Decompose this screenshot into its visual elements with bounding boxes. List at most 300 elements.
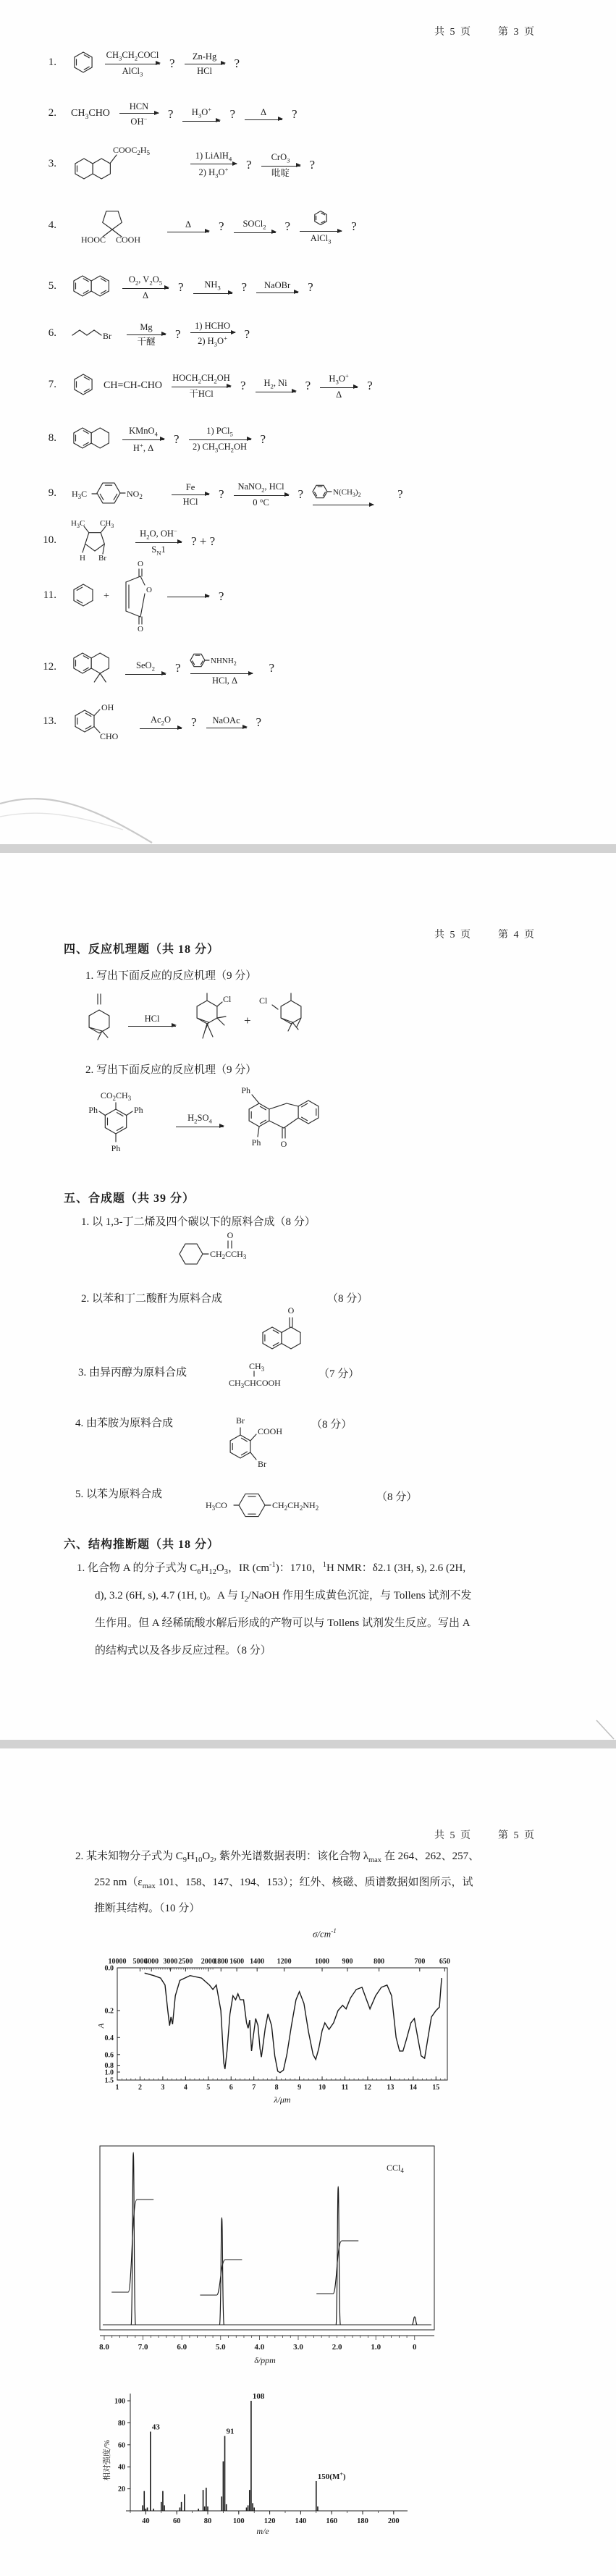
deduction-q1-line2: d), 3.2 (6H, s), 4.7 (1H, t)。A 与 $I_2$/NaOH 作用生成黄色沉淀，与 Tollens 试剂不发 — [95, 1590, 472, 1604]
svg-text:100: 100 — [114, 2397, 125, 2406]
svg-text:0.8: 0.8 — [104, 2062, 114, 2071]
question-number: 13. — [43, 715, 56, 727]
structure-triphenyl-ester — [81, 1081, 166, 1161]
page3-page-num: 第 3 页 — [498, 27, 536, 38]
svg-text:80: 80 — [203, 2517, 212, 2525]
arrow-line — [193, 293, 232, 294]
arrow-condition-below: Δ — [142, 290, 149, 300]
arrow-condition-below: $S_N1$ — [151, 544, 166, 557]
structure-dibromobenzoic-acid — [219, 1412, 303, 1478]
structure-dimethyl-tetralin — [71, 647, 116, 690]
svg-text:CH3​: $CH_3$ — [100, 518, 114, 529]
svg-text:2: 2 — [138, 2084, 142, 2092]
mechanism-q2-scheme — [81, 1079, 350, 1163]
reaction-arrow — [181, 106, 221, 123]
arrow-reagent-above: KMnO$_4$ — [129, 425, 158, 438]
svg-text:91: 91 — [226, 2427, 235, 2436]
svg-text:150(M+​): 150(M+) — [317, 2470, 346, 2481]
arrow-line — [172, 494, 209, 495]
arrow-reagent-above: Δ — [260, 107, 267, 118]
svg-text:Cl: Cl — [223, 993, 232, 1004]
arrow-condition-below: AlCl$_3$ — [122, 65, 143, 77]
reaction-question-7 — [71, 361, 381, 411]
question-mark: ? — [305, 379, 311, 392]
arrow-condition-below: 2) $H_3O^+$ — [198, 166, 229, 180]
reaction-arrow — [255, 280, 300, 294]
reaction-arrow — [205, 715, 248, 729]
svg-text:NHNH2​: $NHNH_2$ — [210, 656, 237, 667]
question-mark: ? — [292, 107, 298, 121]
arrow-condition-below: 2) $CH_3CH_2OH$ — [193, 441, 248, 453]
arrow-line — [190, 673, 253, 674]
reaction-arrow — [174, 1113, 225, 1129]
arrow-reagent-above: NaNO$_2$, HCl — [237, 481, 284, 494]
structure-tetralone — [255, 1297, 323, 1363]
svg-text:6.0: 6.0 — [177, 2343, 187, 2352]
svg-text:7: 7 — [252, 2084, 256, 2092]
reaction-arrow — [134, 527, 183, 556]
svg-text:H3​C: $H_3C$ — [72, 488, 88, 500]
page4-pages-total: 共 5 页 — [434, 930, 472, 940]
arrow-reagent-above: Δ — [185, 219, 192, 230]
svg-text:80: 80 — [118, 2419, 125, 2428]
page5-pages-total: 共 5 页 — [434, 1830, 472, 1841]
question-mark: ? — [284, 219, 291, 233]
svg-text:200: 200 — [387, 2517, 400, 2525]
arrow-line — [190, 332, 235, 333]
svg-text:1: 1 — [115, 2084, 119, 2092]
arrow-reagent-above: $HOCH_2CH_2OH$ — [172, 373, 230, 385]
ir-spectrum-chart — [98, 1937, 460, 2112]
svg-text:140: 140 — [295, 2517, 307, 2525]
svg-text:1.0: 1.0 — [104, 2068, 114, 2077]
arrow-condition-below: H+, Δ — [132, 441, 154, 453]
synthesis-q3-score: （7 分） — [318, 1368, 360, 1380]
arrow-line — [122, 439, 164, 440]
svg-text:0.6: 0.6 — [104, 2051, 114, 2060]
svg-text:H3​CO: $H_3CO$ — [206, 1500, 227, 1512]
reaction-question-13 — [71, 692, 269, 753]
reaction-arrow — [189, 651, 261, 686]
question-number: 11. — [43, 589, 56, 601]
svg-text:λ/μm: λ/μm — [274, 2095, 291, 2105]
structure-tetralin — [71, 425, 113, 455]
question-mark: ? — [240, 379, 246, 392]
svg-text:10: 10 — [318, 2084, 326, 2092]
svg-text:1.0: 1.0 — [371, 2343, 381, 2352]
svg-text:O: O — [137, 559, 143, 568]
question-mark: ? — [260, 432, 266, 446]
svg-text:20: 20 — [118, 2485, 125, 2494]
page5-page-num: 第 5 页 — [498, 1830, 536, 1841]
reaction-arrow — [170, 482, 211, 507]
arrow-condition-below: 干醚 — [137, 336, 156, 347]
arrow-line — [320, 387, 358, 388]
svg-text:650: 650 — [439, 1958, 450, 1966]
svg-text:HOOC: HOOC — [81, 234, 106, 245]
arrow-line — [234, 232, 276, 233]
reaction-question-8 — [71, 414, 274, 465]
arrow-reagent-above: Fe — [185, 482, 195, 493]
arrow-reagent-above: CrO$_3$ — [271, 152, 290, 164]
svg-text:δ/ppm: δ/ppm — [254, 2355, 276, 2365]
arrow-condition-below: 干HCl — [189, 388, 214, 399]
synthesis-q3-text: 3. 由异丙醇为原料合成 — [78, 1367, 187, 1379]
arrow-line — [125, 674, 166, 675]
svg-text:3: 3 — [161, 2084, 165, 2092]
arrow-line — [122, 288, 169, 289]
svg-text:Br: Br — [103, 330, 111, 341]
arrow-line — [135, 542, 182, 543]
reaction-question-12 — [71, 638, 282, 699]
question-mark: ? — [298, 487, 304, 501]
arrow-reagent-above: $H_2SO_4$ — [187, 1113, 212, 1125]
svg-text:CHO: CHO — [100, 731, 119, 741]
svg-text:Br: Br — [98, 553, 106, 563]
question-number: 8. — [48, 432, 56, 444]
arrow-condition-below: AlCl$_3$ — [310, 232, 332, 245]
structure-pinene — [81, 991, 119, 1051]
arrow-reagent-structure — [311, 482, 389, 503]
svg-text:Ph: Ph — [111, 1142, 121, 1153]
svg-text:O: O — [287, 1305, 295, 1316]
question-number: 5. — [48, 280, 56, 292]
unknown-q2-line2: 252 $nm(\varepsilon_{max}$ 101、158、147、194、153）；红外、核磁、质谱数据如图所示，试 — [94, 1877, 473, 1890]
arrow-reagent-above: $Ac_2O$ — [151, 715, 171, 727]
question-number: 1. — [48, 56, 56, 68]
structure-maleic-anhydride — [117, 557, 158, 636]
reaction-arrow — [298, 209, 343, 245]
svg-text:A: A — [98, 2023, 106, 2029]
svg-text:Cl: Cl — [258, 995, 267, 1006]
reaction-question-1 — [71, 33, 248, 94]
question-mark: ? — [229, 107, 236, 121]
section-synthesis-title: 五、合成题（共 39 分） — [64, 1192, 195, 1205]
svg-text:2500: 2500 — [178, 1958, 193, 1966]
svg-text:CH3​: $CH_3$ — [249, 1361, 265, 1373]
reaction-arrow — [254, 378, 298, 394]
reaction-question-6 — [71, 311, 258, 358]
page-gap — [0, 844, 616, 853]
svg-text:O: O — [227, 1231, 234, 1240]
svg-text:12: 12 — [363, 2084, 371, 2092]
question-mark: ? — [178, 280, 184, 294]
arrow-condition-below: 0 °C — [253, 497, 269, 508]
svg-text:40: 40 — [118, 2463, 125, 2472]
question-mark: ? — [174, 432, 180, 446]
question-mark: ? — [167, 107, 174, 121]
svg-text:1000: 1000 — [315, 1958, 330, 1966]
structure-bicyclic-ester — [71, 143, 181, 188]
section-deduction-title: 六、结构推断题（共 18 分） — [64, 1539, 220, 1551]
arrow-line — [300, 231, 342, 232]
question-number: 4. — [48, 219, 56, 231]
section-mechanism-title: 四、反应机理题（共 18 分） — [64, 943, 220, 956]
structure-phenyl-fluorenone — [233, 1083, 342, 1159]
arrow-reagent-structure — [189, 651, 261, 672]
svg-text:2.0: 2.0 — [332, 2343, 342, 2352]
reaction-arrow — [170, 373, 232, 399]
svg-text:COOC2​H5​: $COOC_2H_5$ — [113, 144, 151, 156]
question-number: 2. — [48, 107, 56, 119]
svg-text:40: 40 — [142, 2517, 150, 2525]
mechanism-q2-text: 2. 写出下面反应的反应机理（9 分） — [85, 1064, 257, 1076]
svg-text:60: 60 — [118, 2441, 125, 2450]
arrow-line — [140, 728, 182, 729]
arrow-reagent-above: NaOBr — [264, 280, 291, 291]
svg-text:7.0: 7.0 — [138, 2343, 148, 2352]
svg-text:108: 108 — [252, 2392, 265, 2401]
structure-p-nitrotoluene — [71, 478, 162, 512]
synthesis-q2-score: （8 分） — [327, 1293, 368, 1305]
arrow-condition-below: Δ — [336, 389, 342, 400]
reaction-question-11 — [71, 557, 232, 636]
arrow-line — [234, 495, 289, 496]
reaction-arrow — [121, 426, 166, 453]
structure-salicylaldehyde — [71, 699, 130, 747]
svg-text:O: O — [280, 1138, 287, 1149]
question-mark: ? — [397, 487, 403, 501]
arrow-reagent-above: 1) LiAlH$_4$ — [195, 150, 232, 163]
svg-text:H: H — [80, 553, 85, 563]
synthesis-q2-text: 2. 以苯和丁二酸酐为原料合成 — [81, 1293, 223, 1305]
question-mark: ? — [351, 219, 357, 233]
arrow-condition-below: 2) $H_3O^+$ — [198, 334, 227, 348]
mass-spectrum-chart — [98, 2388, 423, 2542]
unknown-q2-line3: 推断其结构。（10 分） — [94, 1903, 201, 1914]
svg-text:800: 800 — [374, 1958, 385, 1966]
question-mark: ? — [169, 56, 175, 70]
svg-text:4.0: 4.0 — [254, 2343, 265, 2352]
arrow-reagent-above: HCl — [144, 1014, 160, 1024]
reaction-question-3 — [71, 135, 323, 195]
synthesis-q5-text: 5. 以苯为原料合成 — [75, 1489, 163, 1500]
reaction-question-2 — [71, 93, 305, 136]
reactant-formula: + — [104, 591, 109, 602]
reaction-arrow — [232, 481, 290, 508]
svg-text:Ph: Ph — [134, 1104, 143, 1115]
svg-text:1400: 1400 — [250, 1958, 265, 1966]
svg-text:m/e: m/e — [256, 2526, 269, 2536]
structure-butyl-bromide — [71, 324, 117, 346]
page3-pages-total: 共 5 页 — [434, 27, 472, 38]
svg-text:180: 180 — [357, 2517, 368, 2525]
arrow-line — [256, 292, 298, 293]
reaction-arrow — [192, 279, 234, 295]
svg-text:1200: 1200 — [277, 1958, 292, 1966]
arrow-reagent-above: NaOAc — [212, 715, 240, 726]
question-mark: ? — [308, 280, 313, 294]
structure-bornyl-chloride — [259, 990, 311, 1052]
reaction-arrow — [189, 151, 238, 180]
synthesis-q4-score: （8 分） — [311, 1419, 353, 1431]
question-mark: ? — [219, 487, 224, 501]
svg-text:1600: 1600 — [229, 1958, 245, 1966]
arrow-condition-below: HCl — [197, 65, 212, 76]
structure-naphthalene — [71, 273, 113, 303]
svg-text:900: 900 — [342, 1958, 353, 1966]
question-number: 7. — [48, 379, 56, 390]
structure-methylpropanoic-acid — [229, 1361, 310, 1394]
reaction-arrow — [183, 51, 227, 76]
svg-text:H3​C: $H_3C$ — [71, 518, 85, 529]
page4-page-num: 第 4 页 — [498, 930, 536, 940]
arrow-reagent-structure — [312, 209, 329, 230]
svg-text:10000: 10000 — [108, 1958, 127, 1966]
arrow-reagent-above: $CH_3CH_2COCl$ — [106, 49, 159, 62]
arrow-line — [261, 166, 300, 167]
svg-text:0.2: 0.2 — [104, 2007, 114, 2016]
question-mark: ? — [218, 589, 224, 603]
reaction-arrow — [127, 1014, 177, 1027]
svg-text:NO2​: $NO_2$ — [127, 488, 143, 500]
svg-text:1.5: 1.5 — [104, 2076, 114, 2085]
svg-text:COOH: COOH — [258, 1426, 283, 1436]
reaction-arrow — [104, 50, 161, 77]
structure-benzene-ring — [71, 49, 96, 80]
arrow-line — [119, 113, 159, 114]
svg-text:8.0: 8.0 — [99, 2343, 109, 2352]
reaction-arrow — [318, 372, 359, 400]
svg-text:8: 8 — [274, 2084, 279, 2092]
question-mark: ? — [367, 379, 373, 392]
svg-text:Ph: Ph — [251, 1137, 261, 1148]
arrow-reagent-above: SOCl$_2$ — [242, 219, 266, 231]
plus-sign: + — [244, 1014, 251, 1027]
reaction-arrow — [124, 660, 167, 676]
svg-text:相对强度/%: 相对强度/% — [103, 2439, 111, 2481]
svg-text:4000: 4000 — [144, 1958, 159, 1966]
svg-text:OH: OH — [101, 702, 114, 712]
svg-text:160: 160 — [326, 2517, 338, 2525]
reaction-question-4 — [71, 194, 365, 259]
arrow-condition-below: HCl — [182, 496, 198, 507]
svg-text:N(CH3​)2​: $N(CH_3)_2$ — [333, 487, 361, 498]
ir-axis-title: $\sigma/cm^{-1}$ — [313, 1927, 337, 1940]
arrow-reagent-above: 1) HCHO — [195, 320, 231, 331]
arrow-reagent-above: $H_2$, Ni — [263, 378, 287, 390]
reaction-arrow — [138, 715, 183, 731]
unknown-q2-line1: 2. 某未知物分子式为 $C_9H_{10}O_2$, 紫外光谱数据表明：该化合物 $\lambda_{max}$ 在 264、262、257、 — [75, 1851, 480, 1864]
svg-text:Ph: Ph — [88, 1104, 98, 1115]
svg-text:5.0: 5.0 — [215, 2343, 226, 2352]
arrow-condition-below: OH− — [130, 115, 148, 127]
reactant-formula: CH=CH-CHO — [104, 380, 163, 391]
svg-text:5000: 5000 — [132, 1958, 148, 1966]
nmr-spectrum-chart — [91, 2140, 443, 2371]
arrow-reagent-above: 1) PCl$_5$ — [206, 425, 233, 438]
svg-text:100: 100 — [232, 2517, 245, 2525]
arrow-reagent-above: Zn-Hg — [192, 51, 217, 62]
question-mark: ? — [175, 327, 181, 341]
structure-methoxyphenethylamine — [204, 1487, 360, 1525]
svg-text:0.0: 0.0 — [104, 1964, 114, 1973]
reaction-arrow — [189, 321, 237, 348]
structure-cyclohexadiene — [71, 581, 96, 613]
svg-text:43: 43 — [151, 2423, 160, 2432]
svg-text:120: 120 — [263, 2517, 276, 2525]
question-mark: ? — [246, 158, 252, 172]
arrow-reagent-above: $H_3O^+$ — [329, 371, 349, 386]
svg-text:14: 14 — [409, 2084, 417, 2092]
structure-cyclopentane-diacid — [71, 205, 158, 249]
svg-text:9: 9 — [298, 2084, 302, 2092]
svg-text:4: 4 — [183, 2084, 187, 2092]
question-mark: ? + ? — [191, 534, 216, 548]
question-number: 6. — [48, 327, 56, 339]
reaction-arrow — [121, 274, 170, 300]
arrow-condition-below: 吡啶 — [271, 167, 290, 178]
svg-text:O: O — [137, 624, 143, 633]
svg-text:13: 13 — [387, 2084, 395, 2092]
reaction-arrow — [125, 322, 167, 347]
svg-text:O: O — [145, 585, 152, 594]
question-mark: ? — [219, 219, 224, 233]
svg-text:6: 6 — [229, 2084, 233, 2092]
deduction-q1-line4: 的结构式以及各步反应过程。（8 分） — [95, 1645, 271, 1657]
mechanism-q1-scheme — [81, 986, 319, 1056]
synthesis-q5-score: （8 分） — [376, 1491, 418, 1503]
question-mark: ? — [244, 327, 250, 341]
svg-text:Br: Br — [258, 1459, 266, 1469]
svg-text:COOH: COOH — [116, 234, 141, 245]
svg-text:60: 60 — [172, 2517, 181, 2525]
reaction-arrow — [311, 482, 389, 507]
svg-text:11: 11 — [341, 2084, 349, 2092]
svg-text:700: 700 — [414, 1958, 426, 1966]
svg-text:2000: 2000 — [201, 1958, 216, 1966]
arrow-reagent-above: HCN — [129, 101, 149, 112]
arrow-line — [189, 439, 251, 440]
structure-bornyl-chloride — [185, 990, 236, 1052]
question-mark: ? — [191, 715, 197, 729]
arrow-reagent-above: SeO$_2$ — [136, 660, 155, 673]
synthesis-q1-text: 1. 以 1,3-丁二烯及四个碳以下的原料合成（8 分） — [81, 1216, 316, 1228]
svg-text:15: 15 — [432, 2084, 440, 2092]
reaction-arrow — [166, 595, 211, 599]
question-mark: ? — [241, 280, 248, 294]
svg-text:CH2​CH2​NH2​: $CH_2CH_2NH_2$ — [272, 1500, 319, 1512]
svg-text:1800: 1800 — [214, 1958, 229, 1966]
reaction-arrow — [118, 101, 160, 127]
reaction-arrow — [260, 152, 302, 178]
svg-text:CCl4​: CCl$_4$ — [387, 2163, 404, 2174]
reaction-arrow — [166, 219, 211, 233]
mechanism-q1-text: 1. 写出下面反应的反应机理（9 分） — [85, 970, 257, 982]
svg-text:CH3​CHCOOH: $CH_3CHCOOH$ — [229, 1378, 281, 1389]
reaction-arrow — [187, 426, 253, 453]
svg-text:0: 0 — [413, 2343, 417, 2352]
question-mark: ? — [269, 661, 275, 675]
reaction-arrow — [232, 219, 277, 235]
question-mark: ? — [234, 56, 240, 70]
deduction-q1-line1: 1. 化合物 A 的分子式为 $C_6H_{12}O_3$，IR $(cm^{-1})$：1710，$^1$H NMR：δ2.1 (3H, s), 2.6 (2H, — [77, 1561, 466, 1576]
reactant-formula: $CH_3CHO$ — [71, 108, 110, 121]
question-mark: ? — [309, 158, 316, 172]
arrow-reagent-above: $O_2$, $V_2O_5$ — [128, 274, 163, 287]
question-number: 10. — [43, 534, 56, 546]
question-number: 3. — [48, 158, 56, 169]
arrow-reagent-above: $H_3O^+$ — [191, 106, 212, 119]
svg-text:Br: Br — [236, 1415, 245, 1426]
arrow-reagent-above: $NH_3$ — [204, 279, 221, 292]
svg-text:Ph: Ph — [241, 1085, 250, 1095]
deduction-q1-line3: 生作用。但 A 经稀硫酸水解后形成的产物可以与 Tollens 试剂发生反应。写出 A — [95, 1617, 471, 1629]
reaction-arrow — [243, 107, 284, 121]
arrow-reagent-above: $H_2O$, OH− — [140, 526, 177, 541]
svg-text:CH2​CCH3​: $CH_2CCH_3$ — [210, 1249, 247, 1260]
svg-text:3000: 3000 — [163, 1958, 178, 1966]
